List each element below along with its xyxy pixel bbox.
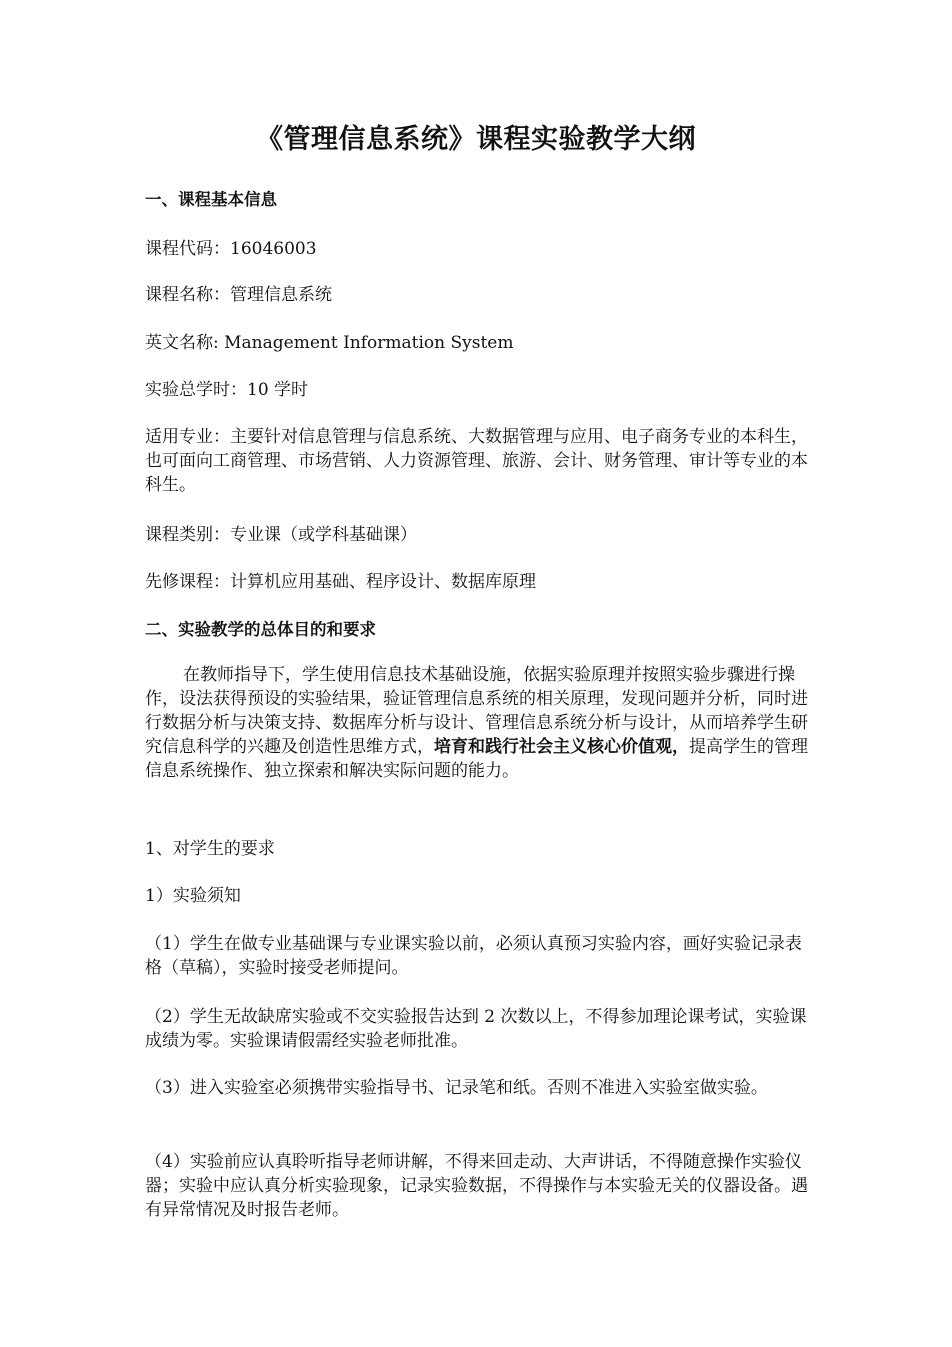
applicable-majors: 适用专业：主要针对信息管理与信息系统、大数据管理与应用、电子商务专业的本科生，也可面向工商管理、市场营销、人力资源管理、旅游、会计、财务管理、审计等专业的本科生。	[145, 427, 808, 495]
rule-item: （3）进入实验室必须携带实验指导书、记录笔和纸。否则不准进入实验室做实验。	[145, 1078, 768, 1098]
rule-item: （4）实验前应认真聆听指导老师讲解，不得来回走动、大声讲话，不得随意操作实验仪器；实验中应认真分析实验现象，记录实验数据，不得操作与本实验无关的仪器设备。遇有异常情况及时报告老师。	[145, 1152, 808, 1220]
notice-heading: 1）实验须知	[145, 886, 241, 906]
objectives-text-part2: 提高学生的管理信息系统操作、独立探索和解决实际问题的能力。	[145, 737, 808, 781]
total-hours: 实验总学时：10 学时	[145, 380, 309, 400]
section2-heading: 二、实验教学的总体目的和要求	[145, 620, 376, 639]
course-name: 课程名称：管理信息系统	[145, 285, 332, 305]
requirements-heading: 1、对学生的要求	[145, 839, 275, 859]
section1-heading: 一、课程基本信息	[145, 190, 277, 209]
rule-item: （1）学生在做专业基础课与专业课实验以前，必须认真预习实验内容，画好实验记录表格（草稿），实验时接受老师提问。	[145, 934, 802, 978]
objectives-bold-text: 培育和践行社会主义核心价值观，	[434, 737, 689, 757]
course-category: 课程类别：专业课（或学科基础课）	[145, 525, 417, 545]
english-name: 英文名称: Management Information System	[145, 333, 514, 353]
document-title: 《管理信息系统》课程实验教学大纲	[256, 124, 696, 155]
objectives-paragraph	[145, 663, 813, 783]
prerequisites: 先修课程：计算机应用基础、程序设计、数据库原理	[145, 572, 536, 592]
rule-item: （2）学生无故缺席实验或不交实验报告达到 2 次数以上，不得参加理论课考试，实验课成绩为零。实验课请假需经实验老师批准。	[145, 1007, 807, 1051]
course-code: 课程代码：16046003	[145, 239, 317, 259]
objectives-text-part1: 在教师指导下，学生使用信息技术基础设施，依据实验原理并按照实验步骤进行操作，设法获得预设的实验结果，验证管理信息系统的相关原理，发现问题并分析，同时进行数据分析与决策支持、数据库分析与设计、管理信息系统分析与设计，从而培养学生研究信息科学的兴趣及创造性思维方式，	[145, 665, 808, 757]
